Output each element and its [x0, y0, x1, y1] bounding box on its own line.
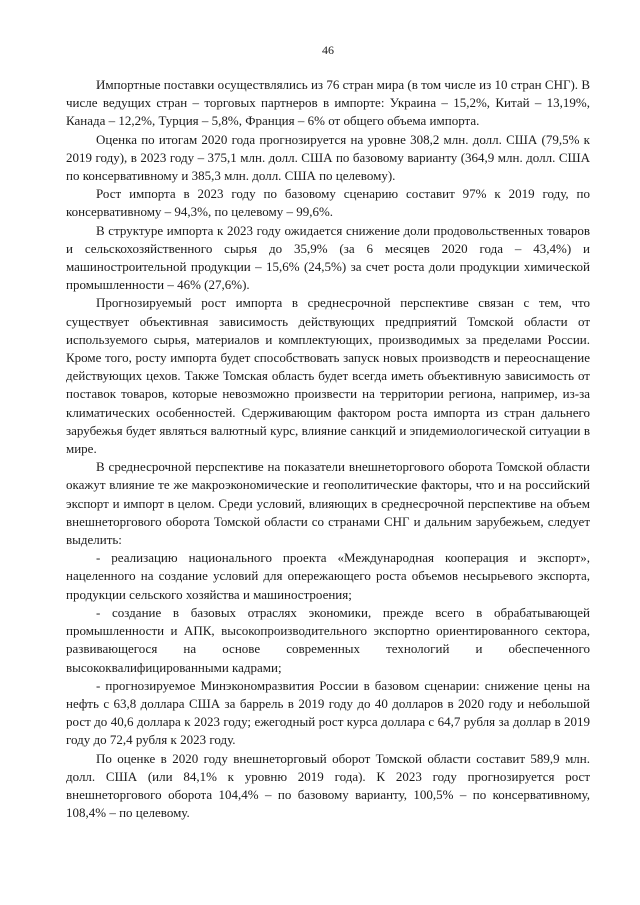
paragraph-trade-turnover-estimate: По оценке в 2020 году внешнеторговый оборот Томской области составит 589,9 млн. долл. США (или 84,1% к уровню 2019 года). К 2023 году прогнозируется рост внешнеторгового оборота 104,4% – по базовому варианту, 100,5% – по консервативному, 108,4% – по целевому. [66, 750, 590, 821]
list-item-oil-price-forecast: - прогнозируемое Минэкономразвития России в базовом сценарии: снижение цены на нефть с 63,8 доллара США за баррель в 2019 году до 40 долларов в 2020 году и небольшой рост до 40,6 доллара к 2023 году; ежегодный рост курса доллара с 64,7 рубля за доллар в 2019 году до 72,4 рубля к 2023 году. [66, 677, 590, 748]
paragraph-import-growth-reasons: Прогнозируемый рост импорта в среднесрочной перспективе связан с тем, что существует объективная зависимость действующих предприятий Томской области от используемого сырья, материалов и комплектующих, производимых за пределами России. Кроме того, росту импорта будет способствовать запуск новых производств и переоснащение действующих цехов. Также Томская область будет всегда иметь объективную зависимость от поставок товаров, которые невозможно произвести на территории региона, например, из-за климатических особенностей. Сдерживающим фактором роста импорта из стран дальнего зарубежья будет являться валютный курс, влияние санкций и эпидемиологической ситуации в мире. [66, 295, 590, 457]
list-item-export-sector: - создание в базовых отраслях экономики, прежде всего в обрабатывающей промышленности и АПК, высокопроизводительного экспортно ориентированного сектора, развивающегося на основе современных технологий и обеспеченного высококвалифицированными кадрами; [66, 604, 590, 675]
list-item-national-project: - реализацию национального проекта «Международная кооперация и экспорт», нацеленного на создание условий для опережающего роста объемов несырьевого экспорта, продукции сельского хозяйства и машиностроения; [66, 550, 590, 602]
page-number: 46 [322, 43, 334, 57]
paragraph-import-partners: Импортные поставки осуществлялись из 76 стран мира (в том числе из 10 стран СНГ). В числе ведущих стран – торговых партнеров в импорте: Украина – 15,2%, Китай – 13,19%, Канада – 12,2%, Турция – 5,8%, Франция – 6% от общего объема импорта. [66, 77, 590, 129]
paragraph-trade-factors: В среднесрочной перспективе на показатели внешнеторгового оборота Томской области окажут влияние те же макроэкономические и геополитические факторы, что и на российский экспорт и импорт в целом. Среди условий, влияющих в среднесрочной перспективе на объем внешнеторгового оборота Томской области со странами СНГ и дальним зарубежьем, следует выделить: [66, 459, 590, 548]
paragraph-import-growth-2023: Рост импорта в 2023 году по базовому сценарию составит 97% к 2019 году, по консервативному – 94,3%, по целевому – 99,6%. [66, 186, 590, 220]
paragraph-import-structure: В структуре импорта к 2023 году ожидается снижение доли продовольственных товаров и сельскохозяйственного сырья до 35,9% (за 6 месяцев 2020 года – 43,4%) и машиностроительной продукции – 15,6% (24,5%) за счет роста доли продукции химической промышленности – 46% (27,6%). [66, 222, 590, 293]
paragraph-import-estimate-2020: Оценка по итогам 2020 года прогнозируется на уровне 308,2 млн. долл. США (79,5% к 2019 году), в 2023 году – 375,1 млн. долл. США по базовому варианту (364,9 млн. долл. США по консервативному и 385,3 млн. долл. США по целевому). [66, 131, 590, 184]
